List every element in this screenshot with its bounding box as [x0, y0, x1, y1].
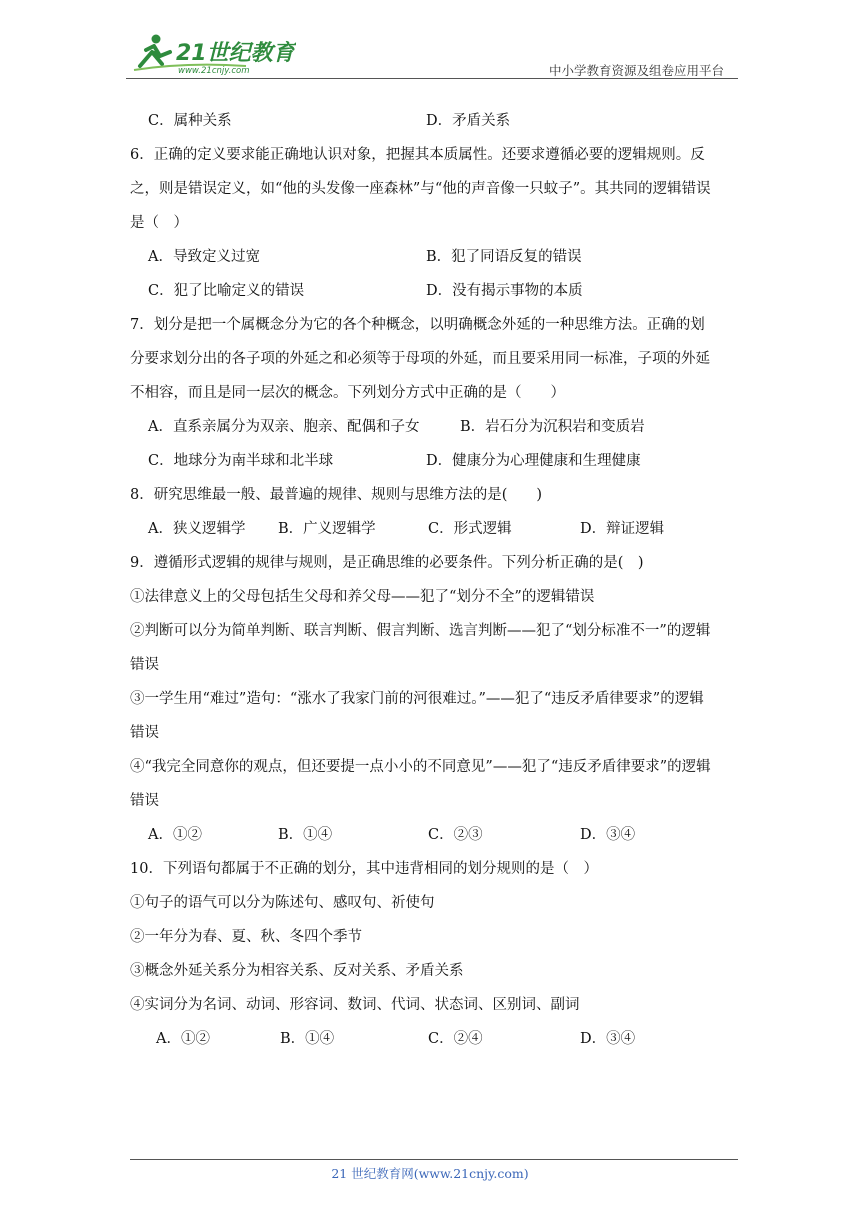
q8-option-d: D．辩证逻辑	[580, 521, 665, 537]
q5-option-c: C．属种关系	[148, 113, 232, 129]
q9-item-2-line-2: 错误	[130, 657, 159, 673]
q6-option-b: B．犯了同语反复的错误	[426, 249, 582, 265]
q7-option-d: D．健康分为心理健康和生理健康	[426, 453, 641, 469]
q7-stem-line-1: 7．划分是把一个属概念分为它的各个种概念，以明确概念外延的一种思维方法。正确的划	[130, 317, 705, 333]
q10-options-row	[130, 1022, 736, 1056]
q6-stem-line-3: 是（ ）	[130, 215, 188, 231]
q10-option-b: B．①④	[280, 1031, 335, 1047]
q7-option-a: A．直系亲属分为双亲、胞亲、配偶和子女	[148, 419, 420, 435]
q6-options-row-1	[130, 240, 736, 274]
q7-options-row-2	[130, 444, 736, 478]
q9-item-4-line-2: 错误	[130, 793, 159, 809]
q5-options-row-2	[130, 104, 736, 138]
q5-option-d: D．矛盾关系	[426, 113, 511, 129]
footer-divider	[130, 1159, 738, 1160]
q6-stem-line-2: 之，则是错误定义，如“他的头发像一座森林”与“他的声音像一只蚊子”。其共同的逻辑错误	[130, 181, 711, 197]
question-content	[130, 104, 736, 1056]
q9-option-a: A．①②	[148, 827, 202, 843]
q9-option-b: B．①④	[278, 827, 333, 843]
logo-21cnjy	[126, 30, 296, 76]
q8-option-b: B．广义逻辑学	[278, 521, 376, 537]
q6-option-d: D．没有揭示事物的本质	[426, 283, 583, 299]
q10-option-d: D．③④	[580, 1031, 636, 1047]
q9-option-d: D．③④	[580, 827, 636, 843]
q10-stem: 10．下列语句都属于不正确的划分，其中违背相同的划分规则的是（ ）	[130, 861, 598, 877]
header-platform-text: 中小学教育资源及组卷应用平台	[548, 63, 724, 78]
q10-option-c: C．②④	[428, 1031, 483, 1047]
q9-option-c: C．②③	[428, 827, 483, 843]
q6-option-c: C．犯了比喻定义的错误	[148, 283, 305, 299]
q10-item-4: ④实词分为名词、动词、形容词、数词、代词、状态词、区别词、副词	[130, 997, 580, 1013]
q10-item-2: ②一年分为春、夏、秋、冬四个季节	[130, 929, 362, 945]
page-header	[126, 30, 738, 80]
svg-text:21世纪教育: 21世纪教育	[176, 41, 295, 66]
q9-item-4-line-1: ④“我完全同意你的观点，但还要提一点小小的不同意见”——犯了“违反矛盾律要求”的逻辑	[130, 759, 711, 775]
q10-item-1: ①句子的语气可以分为陈述句、感叹句、祈使句	[130, 895, 435, 911]
q7-stem-line-3: 不相容，而且是同一层次的概念。下列划分方式中正确的是（ ）	[130, 385, 565, 401]
footer-text: 21 世纪教育网(www.21cnjy.com)	[331, 1166, 529, 1181]
q8-option-a: A．狭义逻辑学	[148, 521, 246, 537]
q8-options-row	[130, 512, 736, 546]
q10-item-3: ③概念外延关系分为相容关系、反对关系、矛盾关系	[130, 963, 464, 979]
q9-item-1: ①法律意义上的父母包括生父母和养父母——犯了“划分不全”的逻辑错误	[130, 589, 595, 605]
q6-stem-line-1: 6．正确的定义要求能正确地认识对象，把握其本质属性。还要求遵循必要的逻辑规则。反	[130, 147, 705, 163]
q8-option-c: C．形式逻辑	[428, 521, 512, 537]
header-divider	[126, 78, 738, 79]
q6-option-a: A．导致定义过宽	[148, 249, 260, 265]
svg-text:www.21cnjy.com: www.21cnjy.com	[178, 66, 250, 76]
q9-item-3-line-2: 错误	[130, 725, 159, 741]
q6-options-row-2	[130, 274, 736, 308]
q7-option-c: C．地球分为南半球和北半球	[148, 453, 334, 469]
q8-stem: 8．研究思维最一般、最普遍的规律、规则与思维方法的是( )	[130, 487, 543, 503]
q7-options-row-1	[130, 410, 736, 444]
q9-item-2-line-1: ②判断可以分为简单判断、联言判断、假言判断、选言判断——犯了“划分标准不一”的逻辑	[130, 623, 711, 639]
q9-stem: 9．遵循形式逻辑的规律与规则，是正确思维的必要条件。下列分析正确的是( )	[130, 555, 644, 571]
q7-stem-line-2: 分要求划分出的各子项的外延之和必须等于母项的外延，而且要采用同一标准，子项的外延	[130, 351, 710, 367]
q7-option-b: B．岩石分为沉积岩和变质岩	[460, 419, 645, 435]
q9-item-3-line-1: ③一学生用“难过”造句：“涨水了我家门前的河很难过。”——犯了“违反矛盾律要求”的逻辑	[130, 691, 704, 707]
q9-options-row	[130, 818, 736, 852]
q10-option-a: A．①②	[156, 1031, 210, 1047]
